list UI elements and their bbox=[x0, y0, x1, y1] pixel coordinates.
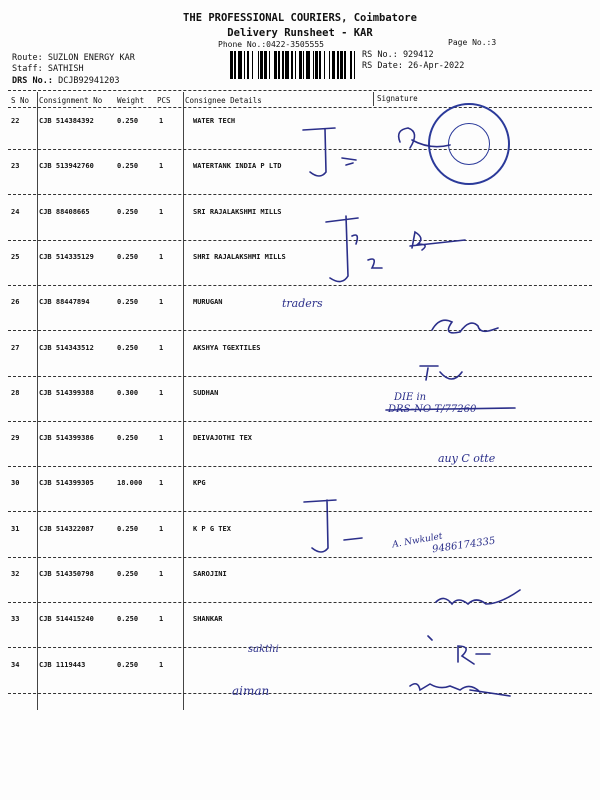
row-pcs-cell: 1 bbox=[159, 434, 164, 442]
kpg-handwritten-note-1: A. Nwkulet bbox=[391, 531, 444, 551]
row-sno-cell: 32 bbox=[11, 570, 20, 578]
row-pcs-cell: 1 bbox=[159, 344, 164, 352]
row-sno-cell: 23 bbox=[11, 162, 20, 170]
row-sno-cell: 30 bbox=[11, 479, 20, 487]
row-consignment-cell: CJB 514384392 bbox=[39, 117, 94, 125]
row-weight-cell: 0.250 bbox=[117, 253, 139, 261]
row-weight-cell: 0.250 bbox=[117, 208, 139, 216]
shankar-handwritten-note: sakthi bbox=[248, 644, 279, 655]
kpg-handwritten-note-2: 9486174335 bbox=[431, 535, 497, 556]
row-weight-cell: 0.250 bbox=[117, 525, 139, 533]
row-consignee-cell: DEIVAJOTHI TEX bbox=[193, 434, 253, 442]
page-number: Page No.:3 bbox=[448, 38, 497, 47]
row-weight-cell: 0.250 bbox=[117, 162, 139, 170]
initial-mark-row-31 bbox=[344, 538, 362, 540]
row-pcs-cell: 1 bbox=[159, 298, 164, 306]
row-weight-cell: 0.300 bbox=[117, 389, 139, 397]
row-consignee-cell: SUDHAN bbox=[193, 389, 219, 397]
phone-number: Phone No.:0422-3505555 bbox=[218, 40, 324, 49]
col-header-weight: Weight bbox=[117, 96, 145, 105]
col-header-sno: S No bbox=[11, 96, 30, 105]
col-header-signature: Signature bbox=[377, 94, 418, 103]
signature-row-22 bbox=[399, 128, 450, 148]
row-sno-cell: 33 bbox=[11, 615, 20, 623]
row-weight-cell: 0.250 bbox=[117, 434, 139, 442]
murugan-handwritten-note: traders bbox=[282, 297, 323, 310]
row-sno-cell: 22 bbox=[11, 117, 20, 125]
row-pcs-cell: 1 bbox=[159, 661, 164, 669]
row-pcs-cell: 1 bbox=[159, 525, 164, 533]
row-consignment-cell: CJB 514399388 bbox=[39, 389, 94, 397]
deivajothi-signature: auy C otte bbox=[438, 452, 496, 465]
initial-mark-row-24 bbox=[326, 216, 358, 282]
row-sno-cell: 25 bbox=[11, 253, 20, 261]
row-sno-cell: 34 bbox=[11, 661, 20, 669]
row-consignment-cell: CJB 88408665 bbox=[39, 208, 90, 216]
row-consignment-cell: CJB 1119443 bbox=[39, 661, 86, 669]
row-pcs-cell: 1 bbox=[159, 208, 164, 216]
row-sno-cell: 26 bbox=[11, 298, 20, 306]
row-consignment-cell: CJB 514343512 bbox=[39, 344, 94, 352]
initial-mark-row-23 bbox=[342, 158, 356, 165]
row-consignee-cell: KPG bbox=[193, 479, 206, 487]
drs-number: DCJB92941203 bbox=[58, 76, 120, 86]
row-consignee-cell: MURUGAN bbox=[193, 298, 223, 306]
row-sno-cell: 27 bbox=[11, 344, 20, 352]
row-consignee-cell: K P G TEX bbox=[193, 525, 231, 533]
row-consignee-cell: SHANKAR bbox=[193, 615, 223, 623]
row-consignment-cell: CJB 514415240 bbox=[39, 615, 94, 623]
initial-mark-row-30 bbox=[304, 500, 336, 552]
row-consignee-cell: AKSHYA TGEXTILES bbox=[193, 344, 261, 352]
row-pcs-cell: 1 bbox=[159, 570, 164, 578]
signature-row-33 bbox=[428, 636, 490, 664]
sudhan-handwritten-note-2: DRS-NO-T/77260 bbox=[388, 404, 477, 415]
row-weight-cell: 0.250 bbox=[117, 661, 139, 669]
signature-row-26 bbox=[432, 320, 498, 333]
row-sno-cell: 29 bbox=[11, 434, 20, 442]
row-consignment-cell: CJB 514322087 bbox=[39, 525, 94, 533]
row-consignment-cell: CJB 513942760 bbox=[39, 162, 94, 170]
signature-row-32 bbox=[436, 590, 520, 604]
row-consignment-cell: CJB 514350798 bbox=[39, 570, 94, 578]
row-consignment-cell: CJB 514335129 bbox=[39, 253, 94, 261]
row-consignee-cell: WATERTANK INDIA P LTD bbox=[193, 162, 282, 170]
initial-mark-row-25 bbox=[352, 235, 382, 268]
row-consignee-cell: SHRI RAJALAKSHMI MILLS bbox=[193, 253, 286, 261]
runsheet-subtitle: Delivery Runsheet - KAR bbox=[227, 27, 373, 39]
row-pcs-cell: 1 bbox=[159, 162, 164, 170]
row-weight-cell: 0.250 bbox=[117, 117, 139, 125]
sudhan-handwritten-note-1: DIE in bbox=[394, 392, 427, 403]
row-consignee-cell: SRI RAJALAKSHMI MILLS bbox=[193, 208, 282, 216]
col-header-consignee: Consignee Details bbox=[185, 96, 262, 105]
row-weight-cell: 0.250 bbox=[117, 615, 139, 623]
row-pcs-cell: 1 bbox=[159, 479, 164, 487]
row-weight-cell: 0.250 bbox=[117, 344, 139, 352]
rs-number: RS No.: 929412 bbox=[362, 50, 434, 60]
last-row-handwritten-note: aiman bbox=[232, 684, 270, 698]
signature-row-27 bbox=[420, 366, 462, 380]
company-title: THE PROFESSIONAL COURIERS, Coimbatore bbox=[183, 12, 417, 24]
signature-row-34 bbox=[410, 684, 510, 696]
row-consignee-cell: SAROJINI bbox=[193, 570, 227, 578]
drs-label-text: DRS No.: bbox=[12, 76, 53, 86]
row-weight-cell: 18.000 bbox=[117, 479, 143, 487]
row-weight-cell: 0.250 bbox=[117, 298, 139, 306]
col-header-pcs: PCS bbox=[157, 96, 171, 105]
row-consignment-cell: CJB 88447894 bbox=[39, 298, 90, 306]
row-pcs-cell: 1 bbox=[159, 389, 164, 397]
row-sno-cell: 28 bbox=[11, 389, 20, 397]
staff-label: Staff: SATHISH bbox=[12, 64, 84, 74]
initial-mark-row-22 bbox=[303, 128, 335, 176]
route-label: Route: SUZLON ENERGY KAR bbox=[12, 53, 135, 63]
rs-date: RS Date: 26-Apr-2022 bbox=[362, 61, 465, 71]
row-pcs-cell: 1 bbox=[159, 253, 164, 261]
row-pcs-cell: 1 bbox=[159, 117, 164, 125]
col-header-consignment: Consignment No bbox=[39, 96, 103, 105]
signature-row-24 bbox=[410, 232, 465, 250]
row-consignment-cell: CJB 514399386 bbox=[39, 434, 94, 442]
row-sno-cell: 24 bbox=[11, 208, 20, 216]
row-consignee-cell: WATER TECH bbox=[193, 117, 236, 125]
row-consignment-cell: CJB 514399305 bbox=[39, 479, 94, 487]
row-pcs-cell: 1 bbox=[159, 615, 164, 623]
row-weight-cell: 0.250 bbox=[117, 570, 139, 578]
row-sno-cell: 31 bbox=[11, 525, 20, 533]
